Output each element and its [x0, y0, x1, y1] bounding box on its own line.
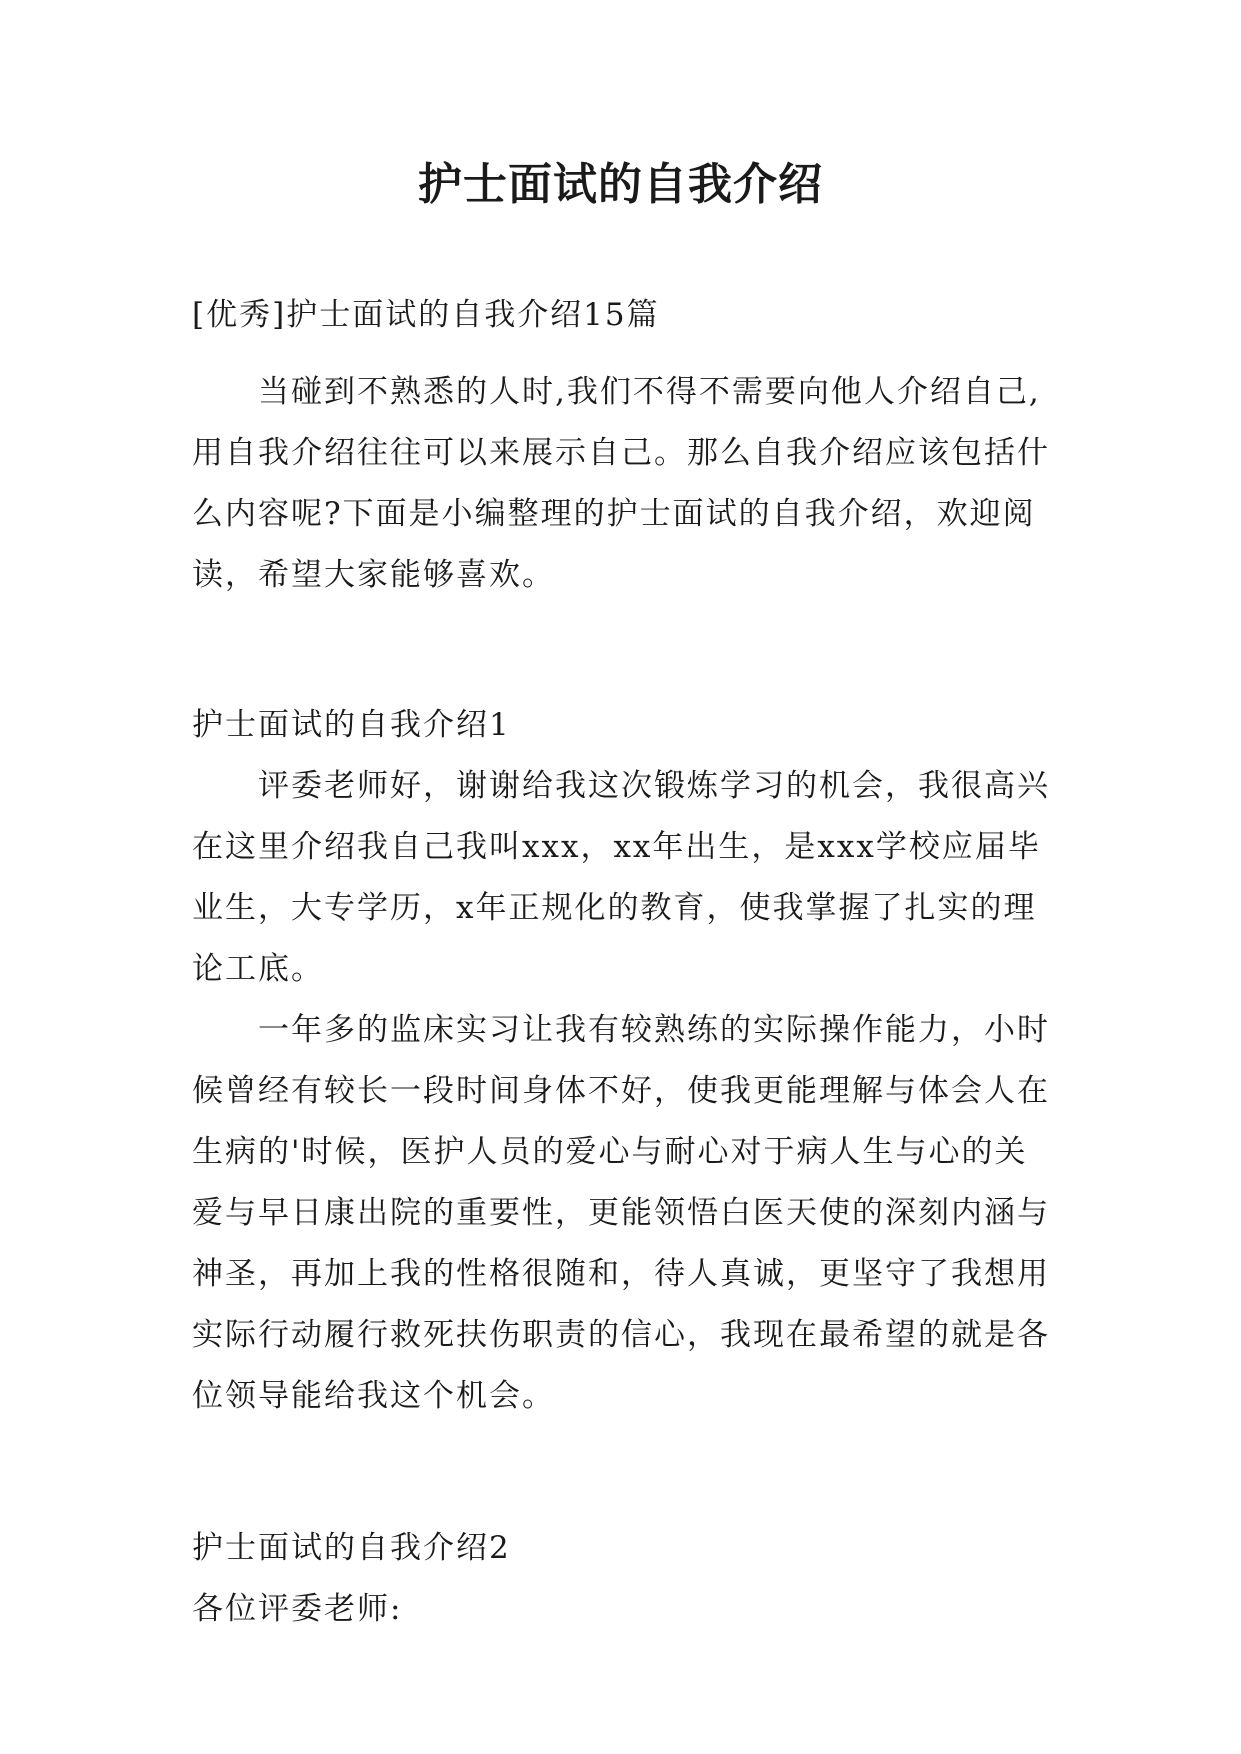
paragraph-line: 在这里介绍我自己我叫xxx，xx年出生，是xxx学校应届毕 [192, 829, 1041, 865]
intro-line: 用自我介绍往往可以来展示自己。那么自我介绍应该包括什 [192, 435, 1050, 471]
section-heading-2: 护士面试的自我介绍2 [192, 1530, 511, 1566]
paragraph-line: 业生，大专学历，x年正规化的教育，使我掌握了扎实的理 [192, 890, 1037, 926]
intro-line: 么内容呢?下面是小编整理的护士面试的自我介绍，欢迎阅 [192, 496, 1036, 532]
document-subtitle: [优秀]护士面试的自我介绍15篇 [192, 297, 660, 333]
section-heading-1: 护士面试的自我介绍1 [192, 707, 511, 743]
section2-greeting: 各位评委老师: [192, 1591, 403, 1627]
paragraph-line: 评委老师好，谢谢给我这次锻炼学习的机会，我很高兴 [258, 768, 1050, 804]
paragraph-line: 神圣，再加上我的性格很随和，待人真诚，更坚守了我想用 [192, 1256, 1050, 1292]
intro-line: 读，希望大家能够喜欢。 [192, 557, 555, 593]
paragraph-line: 一年多的监床实习让我有较熟练的实际操作能力，小时 [258, 1012, 1050, 1048]
paragraph-line: 生病的'时候，医护人员的爱心与耐心对于病人生与心的关 [192, 1134, 1028, 1170]
paragraph-line: 候曾经有较长一段时间身体不好，使我更能理解与体会人在 [192, 1073, 1050, 1109]
paragraph-line: 爱与早日康出院的重要性，更能领悟白医天使的深刻内涵与 [192, 1195, 1050, 1231]
intro-line: 当碰到不熟悉的人时,我们不得不需要向他人介绍自己, [258, 374, 1041, 410]
paragraph-line: 论工底。 [192, 951, 324, 987]
paragraph-line: 位领导能给我这个机会。 [192, 1378, 555, 1414]
paragraph-line: 实际行动履行救死扶伤职责的信心，我现在最希望的就是各 [192, 1317, 1050, 1353]
document-title: 护士面试的自我介绍 [418, 159, 823, 210]
